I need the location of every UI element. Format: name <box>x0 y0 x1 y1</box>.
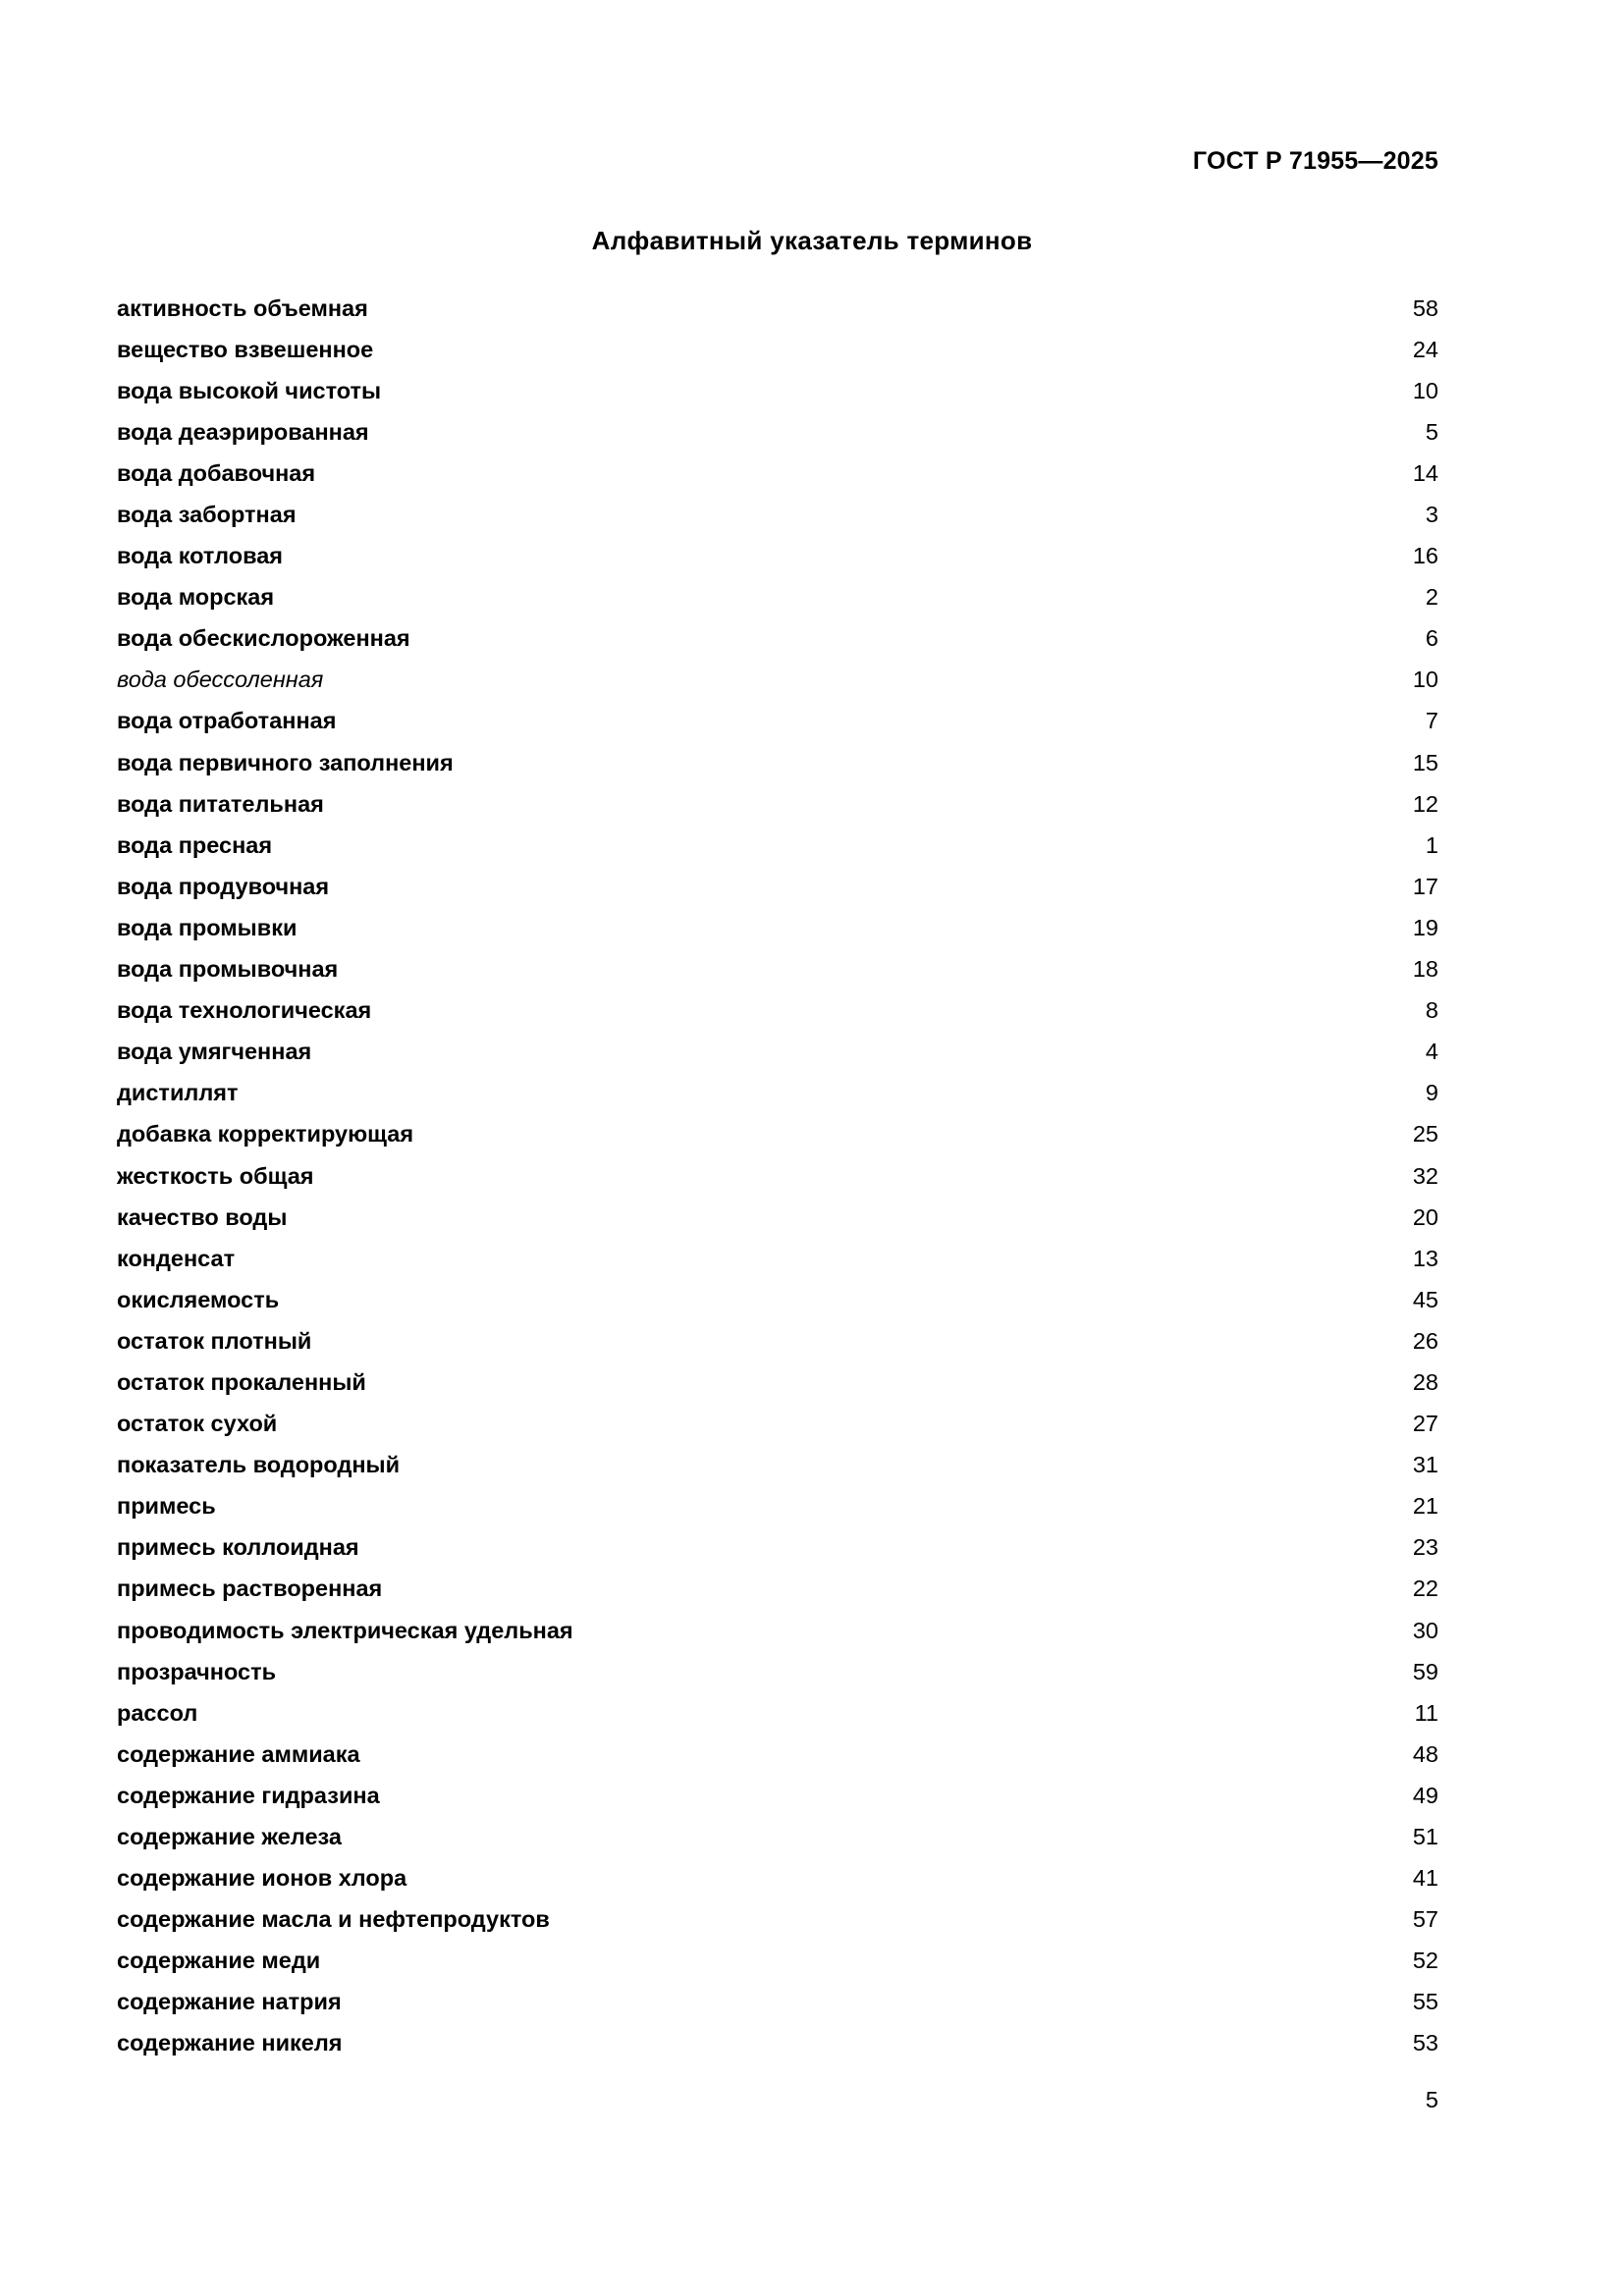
index-term: вода пресная <box>117 831 273 858</box>
index-term-number: 51 <box>1412 1824 1438 1850</box>
index-term-number: 16 <box>1412 543 1438 569</box>
index-term-number: 26 <box>1412 1327 1438 1354</box>
index-entry <box>117 1651 1438 1692</box>
index-term: вещество взвешенное <box>117 336 374 362</box>
index-term-number: 49 <box>1412 1782 1438 1808</box>
index-entry <box>117 1073 1438 1114</box>
index-term-number: 21 <box>1412 1493 1438 1520</box>
index-entry <box>117 329 1438 370</box>
index-term-number: 41 <box>1412 1865 1438 1892</box>
document-code: ГОСТ Р 71955—2025 <box>1192 147 1438 175</box>
index-term: вода обескислороженная <box>117 625 410 652</box>
index-entry <box>117 1197 1438 1238</box>
index-term: вода промывочная <box>117 956 339 983</box>
index-entry <box>117 701 1438 742</box>
index-term-number: 13 <box>1412 1245 1438 1271</box>
index-term: содержание ионов хлора <box>117 1865 407 1892</box>
index-entry <box>117 536 1438 577</box>
index-term-number: 58 <box>1412 294 1438 321</box>
index-term: вода морская <box>117 584 275 611</box>
index-entry <box>117 1320 1438 1362</box>
index-term-number: 14 <box>1412 459 1438 486</box>
index-term-number: 5 <box>1425 418 1438 445</box>
index-entry <box>117 1692 1438 1734</box>
index-term: прозрачность <box>117 1658 277 1684</box>
index-term-number: 31 <box>1412 1452 1438 1478</box>
index-term-number: 19 <box>1412 914 1438 940</box>
index-entry <box>117 866 1438 907</box>
index-entry <box>117 825 1438 866</box>
index-title: Алфавитный указатель терминов <box>591 226 1033 255</box>
index-term: добавка корректирующая <box>117 1121 414 1148</box>
index-term: вода промывки <box>117 914 298 940</box>
index-term-number: 24 <box>1412 336 1438 362</box>
index-term: вода деаэрированная <box>117 418 369 445</box>
index-term: остаток сухой <box>117 1411 278 1437</box>
index-term: показатель водородный <box>117 1452 401 1478</box>
index-term-number: 22 <box>1412 1575 1438 1602</box>
index-entry <box>117 1362 1438 1403</box>
index-term: вода высокой чистоты <box>117 377 382 403</box>
index-entry <box>117 742 1438 783</box>
index-term-number: 9 <box>1425 1080 1438 1106</box>
index-entry <box>117 907 1438 948</box>
index-term-number: 17 <box>1412 873 1438 899</box>
index-entry <box>117 1610 1438 1651</box>
index-term: рассол <box>117 1699 198 1726</box>
index-entry <box>117 1858 1438 1899</box>
index-term: вода обессоленная <box>117 667 324 693</box>
index-term: содержание меди <box>117 1948 321 1974</box>
index-term: примесь <box>117 1493 216 1520</box>
index-entry <box>117 411 1438 453</box>
index-term-number: 53 <box>1412 2030 1438 2056</box>
index-entry <box>117 577 1438 618</box>
index-term-number: 59 <box>1412 1658 1438 1684</box>
index-term: качество воды <box>117 1203 288 1230</box>
index-term: проводимость электрическая удельная <box>117 1617 573 1643</box>
index-term-number: 4 <box>1425 1039 1438 1065</box>
index-term: вода забортная <box>117 502 297 528</box>
index-term-number: 25 <box>1412 1121 1438 1148</box>
index-entry <box>117 783 1438 825</box>
index-entry <box>117 1238 1438 1279</box>
index-term-number: 12 <box>1412 790 1438 817</box>
index-term: содержание масла и нефтепродуктов <box>117 1906 550 1933</box>
index-term-number: 23 <box>1412 1534 1438 1561</box>
index-entry <box>117 1775 1438 1816</box>
index-term: жесткость общая <box>117 1162 314 1189</box>
index-term: вода первичного заполнения <box>117 749 454 775</box>
index-entry <box>117 1404 1438 1445</box>
index-term: вода питательная <box>117 790 324 817</box>
index-term-number: 1 <box>1425 831 1438 858</box>
index-entry <box>117 1279 1438 1320</box>
index-term: примесь коллоидная <box>117 1534 359 1561</box>
index-term-number: 57 <box>1412 1906 1438 1933</box>
index-entry <box>117 1899 1438 1941</box>
index-entry <box>117 1734 1438 1775</box>
index-entry <box>117 618 1438 660</box>
index-term: содержание железа <box>117 1824 342 1850</box>
index-entry <box>117 1032 1438 1073</box>
index-term: вода добавочная <box>117 459 316 486</box>
index-entry <box>117 660 1438 701</box>
index-entry <box>117 1982 1438 2023</box>
index-term: примесь растворенная <box>117 1575 383 1602</box>
page-number: 5 <box>1425 2087 1438 2112</box>
index-entry <box>117 1941 1438 1982</box>
index-term-number: 8 <box>1425 997 1438 1024</box>
index-term-number: 20 <box>1412 1203 1438 1230</box>
index-term: остаток плотный <box>117 1327 312 1354</box>
index-entry <box>117 288 1438 329</box>
index-term-number: 6 <box>1425 625 1438 652</box>
index-entry <box>117 1527 1438 1569</box>
index-term: вода продувочная <box>117 873 330 899</box>
index-term-number: 10 <box>1412 377 1438 403</box>
index-term: остаток прокаленный <box>117 1368 366 1395</box>
index-term-number: 32 <box>1412 1162 1438 1189</box>
index-term: окисляемость <box>117 1286 280 1312</box>
index-entry <box>117 949 1438 990</box>
index-entry <box>117 1816 1438 1857</box>
index-term-number: 7 <box>1425 708 1438 734</box>
index-entry <box>117 990 1438 1032</box>
index-term: вода технологическая <box>117 997 372 1024</box>
index-term-number: 10 <box>1412 667 1438 693</box>
index-entry <box>117 1486 1438 1527</box>
index-term-number: 48 <box>1412 1740 1438 1767</box>
index-term: конденсат <box>117 1245 236 1271</box>
index-term-number: 30 <box>1412 1617 1438 1643</box>
index-term: активность объемная <box>117 294 368 321</box>
index-entry <box>117 453 1438 494</box>
index-entry <box>117 2023 1438 2064</box>
index-entry <box>117 494 1438 535</box>
index-term-number: 18 <box>1412 956 1438 983</box>
index-entry <box>117 1569 1438 1610</box>
index-term-number: 11 <box>1414 1699 1438 1726</box>
index-term: содержание гидразина <box>117 1782 380 1808</box>
index-entry <box>117 1155 1438 1197</box>
index-term: вода умягченная <box>117 1039 312 1065</box>
index-term-number: 55 <box>1412 1989 1438 2015</box>
index-entry <box>117 1445 1438 1486</box>
index-term: вода отработанная <box>117 708 337 734</box>
index-term-number: 28 <box>1412 1368 1438 1395</box>
term-index-list <box>117 288 1438 2064</box>
index-term: содержание аммиака <box>117 1740 360 1767</box>
index-term-number: 52 <box>1412 1948 1438 1974</box>
index-entry <box>117 1114 1438 1155</box>
index-term: вода котловая <box>117 543 284 569</box>
index-term-number: 15 <box>1412 749 1438 775</box>
index-term-number: 45 <box>1412 1286 1438 1312</box>
index-term-number: 2 <box>1425 584 1438 611</box>
index-term-number: 27 <box>1412 1411 1438 1437</box>
index-term-number: 3 <box>1425 502 1438 528</box>
index-entry <box>117 370 1438 411</box>
index-term: дистиллят <box>117 1080 239 1106</box>
index-term: содержание никеля <box>117 2030 343 2056</box>
index-term: содержание натрия <box>117 1989 342 2015</box>
